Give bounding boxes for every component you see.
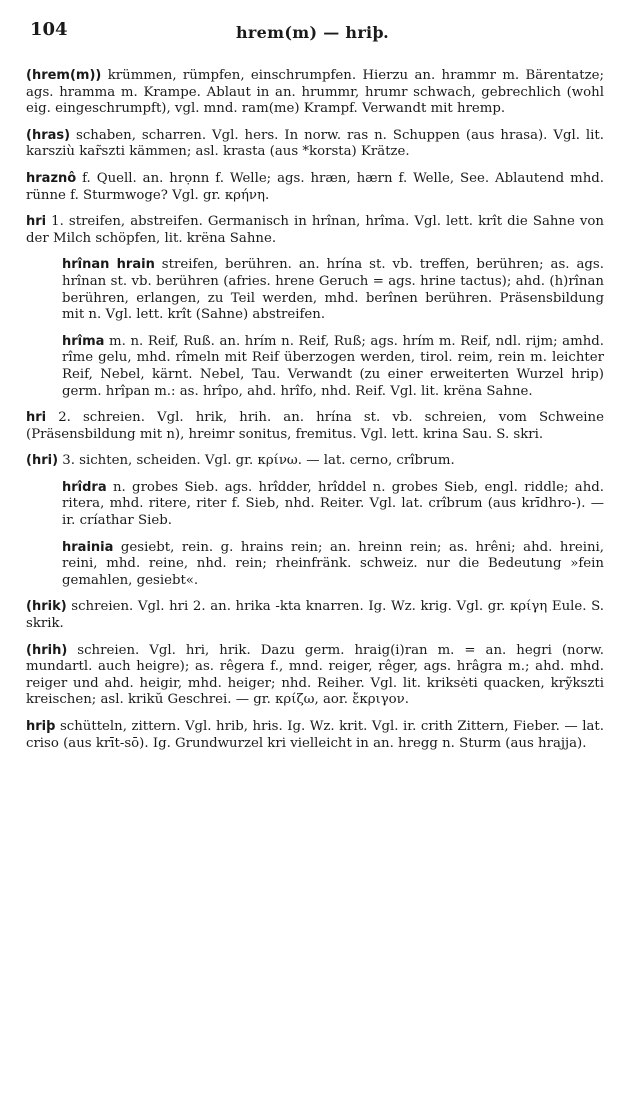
- entry-hrainia: [62, 540, 604, 590]
- definition: streifen, berühren. an. hrína st. vb. treffen, berühren; as. ags. hrînan st. vb. berühren (afries. hrene Geruch = ags. hrine tactus); ahd. (h)rînan berühren, erlangen, zu Teil werden, mhd. berînen berühren. Präsensbildung mit n. Vgl. lett. krît (Sahne) abstreifen.: [62, 257, 604, 323]
- definition: 2. schreien. Vgl. hrik, hrih. an. hrína st. vb. schreien, vom Schweine (Präsensbildung mit n), hreimr sonitus, fremitus. Vgl. lett. krina Sau. S. skri.: [26, 410, 604, 442]
- headword: hrîdra: [62, 479, 107, 495]
- definition: n. grobes Sieb. ags. hrîdder, hrîddel n. grobes Sieb, engl. riddle; ahd. ritera, mhd. ritere, riter f. Sieb, nhd. Reiter. Vgl. lat. crîbrum (aus krīdhro-). — ir. críathar Sieb.: [62, 479, 604, 529]
- definition: krümmen, rümpfen, einschrumpfen. Hierzu an. hrammr m. Bärentatze; ags. hramma m. Krampe. Ablaut in an. hrummr, hrumr schwach, gebrechlich (wohl eig. eingeschrumpft), vgl. mnd. ram(me) Krampf. Verwandt mit hremp.: [26, 68, 604, 117]
- entry-hri-1: [26, 214, 604, 247]
- definition: schreien. Vgl. hri, hrik. Dazu germ. hraig(i)ran m. = an. hegri (norw. mundartl. auch heigre); as. rêgera f., mnd. reiger, rêger, ags. hrâgra m.; ahd. mhd. reiger und ahd. heigir, mhd. heiger; nhd. Reiher. Vgl. lit. kriksėti quacken, krỹkszti kreischen; asl. krikŭ Geschrei. — gr. κρίζω, aor. ἔκριγον.: [26, 642, 604, 708]
- headword: (hrih): [26, 642, 68, 658]
- headword: (hri): [26, 453, 59, 469]
- entry-hridra: [62, 480, 604, 530]
- headword: hri: [26, 410, 47, 426]
- definition: 1. streifen, abstreifen. Germanisch in hrînan, hrîma. Vgl. lett. krît die Sahne von der Milch schöpfen, lit. krëna Sahne.: [26, 214, 604, 246]
- entry-hrazno: [26, 171, 604, 204]
- definition: f. Quell. an. hrọnn f. Welle; ags. hræn, hærn f. Welle, See. Ablautend mhd. rünne f. Sturmwoge? Vgl. gr. κρήνη.: [26, 170, 604, 203]
- headword: hrainia: [62, 539, 114, 555]
- entry-hrik: [26, 599, 604, 632]
- entry-hras: [26, 128, 604, 161]
- headword: hriþ: [26, 719, 56, 734]
- entry-hrih: [26, 643, 604, 709]
- entry-hremm: [26, 68, 604, 118]
- headword: (hrik): [26, 599, 67, 615]
- definition: 3. sichten, scheiden. Vgl. gr. κρίνω. — lat. cerno, crîbrum.: [58, 453, 455, 469]
- entry-hri-2: [26, 410, 604, 443]
- headword: hrîma: [62, 333, 105, 349]
- definition: schreien. Vgl. hri 2. an. hrika -kta knarren. Ig. Wz. krig. Vgl. gr. κρίγη Eule. S. skrik.: [26, 599, 604, 632]
- headword: hrînan hrain: [62, 257, 155, 273]
- headword: (hras): [26, 127, 71, 143]
- headword: hraznô: [26, 170, 77, 186]
- definition: schaben, scharren. Vgl. hers. In norw. ras n. Schuppen (aus hrasa). Vgl. lit. karsziù kar̃szti kämmen; asl. krasta (aus *korsta) Krätze.: [26, 127, 604, 160]
- entry-hri-3: [26, 453, 604, 470]
- dictionary-entries: [26, 68, 604, 762]
- headword: hri: [26, 214, 47, 230]
- entry-hrinan: [62, 257, 604, 323]
- definition: m. n. Reif, Ruß. an. hrím n. Reif, Ruß; ags. hrím m. Reif, ndl. rijm; amhd. rîme gelu, mhd. rîmeln mit Reif überzogen werden, tirol. reim, rein m. leichter Reif, Nebel, kärnt. Nebel, Tau. Verwandt (zu einer erweiterten Wurzel hrip) germ. hrîpan m.: as. hrîpo, ahd. hrîfo, nhd. Reif. Vgl. lit. krëna Sahne.: [62, 333, 604, 399]
- definition: gesiebt, rein. g. hrains rein; an. hreinn rein; as. hrêni; ahd. hreini, reini, mhd. reine, nhd. rein; rheinfränk. schweiz. nur die Bedeutung »fein gemahlen, gesiebt«.: [62, 539, 604, 588]
- entry-hrima: [62, 334, 604, 400]
- running-head: hrem(m) — hriþ.: [236, 23, 389, 42]
- entry-hrip: [26, 719, 604, 752]
- definition: schütteln, zittern. Vgl. hrib, hris. Ig. Wz. krit. Vgl. ir. crith Zittern, Fieber. — lat. criso (aus krīt-sō). Ig. Grundwurzel kri vielleicht in an. hregg n. Sturm (aus hrajja).: [26, 719, 604, 751]
- page-number: 104: [30, 19, 68, 40]
- headword: (hrem(m)): [26, 68, 102, 83]
